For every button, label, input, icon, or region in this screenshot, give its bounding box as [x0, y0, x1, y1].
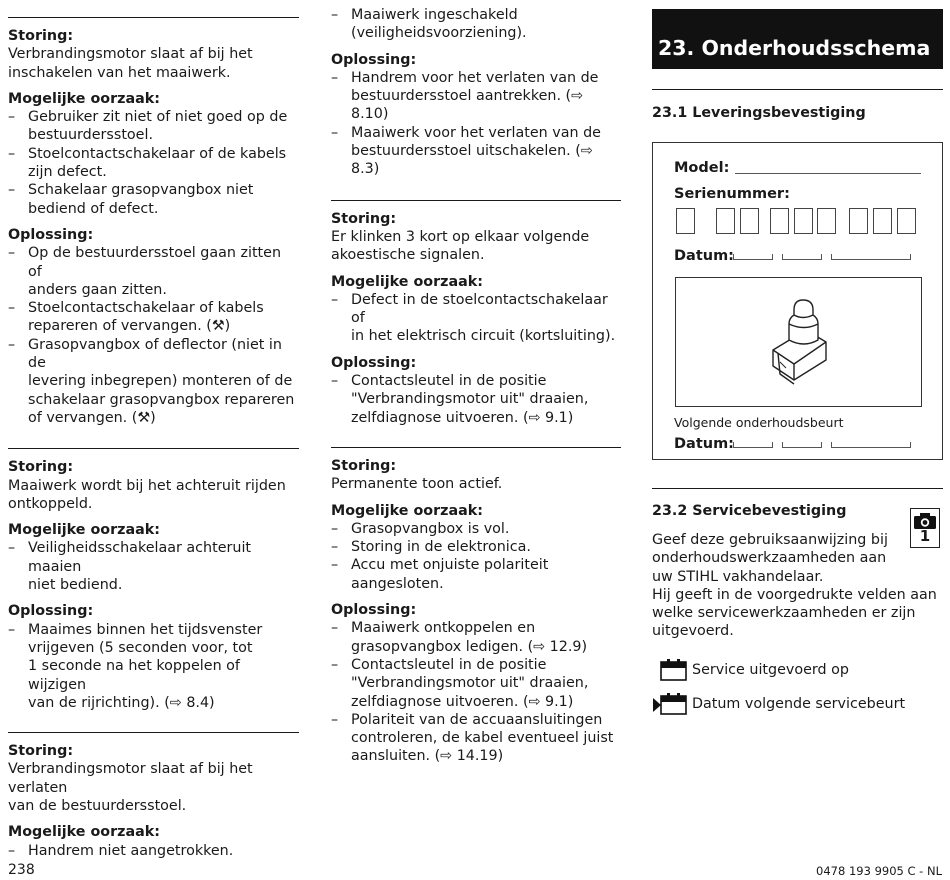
storing-heading: Storing: [8, 459, 74, 476]
oorzaak-heading: Mogelijke oorzaak: [8, 522, 161, 539]
badge-number: 1 [919, 527, 931, 545]
oplossing-list [8, 621, 299, 712]
list-item: – Accu met onjuiste polariteit aangesloten. [331, 556, 621, 593]
list-item: – Maaiwerk ontkoppelen en grasopvangbox ledigen. (⇨ 12.9) [331, 619, 621, 656]
storing-text: Permanente toon actief. [331, 476, 503, 493]
oplossing-heading: Oplossing: [331, 354, 417, 371]
service-text: Geef deze gebruiksaanwijzing bij onderhoudswerkzaamheden aan uw STIHL vakhandelaar. Hij geeft in de voorgedrukte velden aan welke servicewerkzaamheden er zijn uitgevoerd. [652, 532, 937, 640]
serial-label: Serienummer: [674, 186, 790, 202]
oorzaak-list-continued [331, 6, 621, 43]
oplossing-list [331, 69, 621, 179]
page-number: 238 [8, 862, 35, 878]
storing-heading: Storing: [331, 210, 397, 227]
oorzaak-heading: Mogelijke oorzaak: [8, 90, 161, 107]
list-item: – Storing in de elektronica. [331, 538, 621, 556]
stamp-icon [676, 278, 921, 406]
list-item: – Polariteit van de accuaansluitingen controleren, de kabel eventueel juist aansluiten. (⇨ 14.19) [331, 711, 621, 766]
legend-next-service: Datum volgende servicebeurt [692, 696, 906, 712]
storing-text: Maaiwerk wordt bij het achteruit rijden ontkoppeld. [8, 477, 286, 512]
oorzaak-list [8, 539, 299, 594]
list-item: – Maaimes binnen het tijdsvenster vrijgeven (5 seconden voor, tot 1 seconde na het koppelen of wijzigen van de rijrichting). (⇨ 8.4) [8, 621, 299, 712]
section-title: 23.2 Servicebevestiging [652, 503, 847, 519]
model-field[interactable] [735, 173, 921, 174]
oorzaak-list [8, 842, 299, 860]
calendar-icon [660, 658, 688, 682]
storing-text: Verbrandingsmotor slaat af bij het verlaten van de bestuurdersstoel. [8, 761, 253, 814]
list-item: – Stoelcontactschakelaar of de kabels zijn defect. [8, 145, 299, 182]
column-3 [652, 0, 943, 876]
storing-heading: Storing: [8, 743, 74, 760]
storing-text: Er klinken 3 kort op elkaar volgende akoestische signalen. [331, 228, 590, 264]
oorzaak-list [331, 291, 621, 346]
date-label: Datum: [674, 248, 734, 264]
list-item: – Gebruiker zit niet of niet goed op de bestuurdersstoel. [8, 108, 299, 145]
chapter-title: 23. Onderhoudsschema [658, 36, 931, 60]
section-title: 23.1 Leveringsbevestiging [652, 105, 866, 121]
list-item: – Defect in de stoelcontactschakelaar of in het elektrisch circuit (kortsluiting). [331, 291, 621, 346]
chapter-header [652, 9, 943, 69]
oplossing-list [8, 244, 299, 427]
section-rule [652, 488, 943, 489]
list-item: – Handrem niet aangetrokken. [8, 842, 299, 860]
oplossing-heading: Oplossing: [331, 602, 417, 619]
oorzaak-list [331, 520, 621, 593]
oorzaak-heading: Mogelijke oorzaak: [8, 824, 161, 841]
stamp-area[interactable] [675, 277, 922, 407]
list-item: – Handrem voor het verlaten van de bestuurdersstoel aantrekken. (⇨ 8.10) [331, 69, 621, 124]
list-item: – Maaiwerk voor het verlaten van de bestuurdersstoel uitschakelen. (⇨ 8.3) [331, 124, 621, 179]
oorzaak-list [8, 108, 299, 218]
storing-heading: Storing: [331, 457, 397, 474]
list-item: – Op de bestuurdersstoel gaan zitten of anders gaan zitten. [8, 244, 299, 299]
oorzaak-heading: Mogelijke oorzaak: [331, 273, 484, 290]
oplossing-list [331, 619, 621, 765]
storing-heading: Storing: [8, 28, 74, 44]
list-item: – Stoelcontactschakelaar of kabels repareren of vervangen. (⚒) [8, 299, 299, 336]
list-item: – Grasopvangbox is vol. [331, 520, 621, 538]
column-2 [331, 0, 621, 766]
oorzaak-heading: Mogelijke oorzaak: [331, 502, 484, 519]
list-item: – Grasopvangbox of deflector (niet in de levering inbegrepen) monteren of de schakelaar grasopvangbox repareren of vervangen. (⚒) [8, 336, 299, 427]
delivery-form [652, 142, 943, 460]
list-item: – Contactsleutel in de positie "Verbrandingsmotor uit" draaien, zelfdiagnose uitvoeren. (⇨ 9.1) [331, 372, 621, 427]
legend-service-done: Service uitgevoerd op [692, 662, 849, 678]
oplossing-list [331, 372, 621, 427]
list-item: – Maaiwerk ingeschakeld (veiligheidsvoorziening). [331, 6, 621, 43]
list-item: – Schakelaar grasopvangbox niet bediend of defect. [8, 181, 299, 218]
document-code: 0478 193 9905 C - NL [816, 864, 942, 878]
date-label-2: Datum: [674, 436, 734, 452]
storing-text: Verbrandingsmotor slaat af bij het inschakelen van het maaiwerk. [8, 46, 253, 81]
next-service-label: Volgende onderhoudsbeurt [674, 415, 844, 430]
list-item: – Contactsleutel in de positie "Verbrandingsmotor uit" draaien, zelfdiagnose uitvoeren. (⇨ 9.1) [331, 656, 621, 711]
model-label: Model: [674, 160, 730, 176]
oplossing-heading: Oplossing: [8, 603, 94, 620]
section-rule [652, 89, 943, 90]
list-item: – Veiligheidsschakelaar achteruit maaien niet bediend. [8, 539, 299, 594]
column-1 [8, 0, 299, 860]
oplossing-heading: Oplossing: [331, 51, 417, 68]
calendar-next-icon [652, 692, 688, 716]
oplossing-heading: Oplossing: [8, 226, 94, 243]
